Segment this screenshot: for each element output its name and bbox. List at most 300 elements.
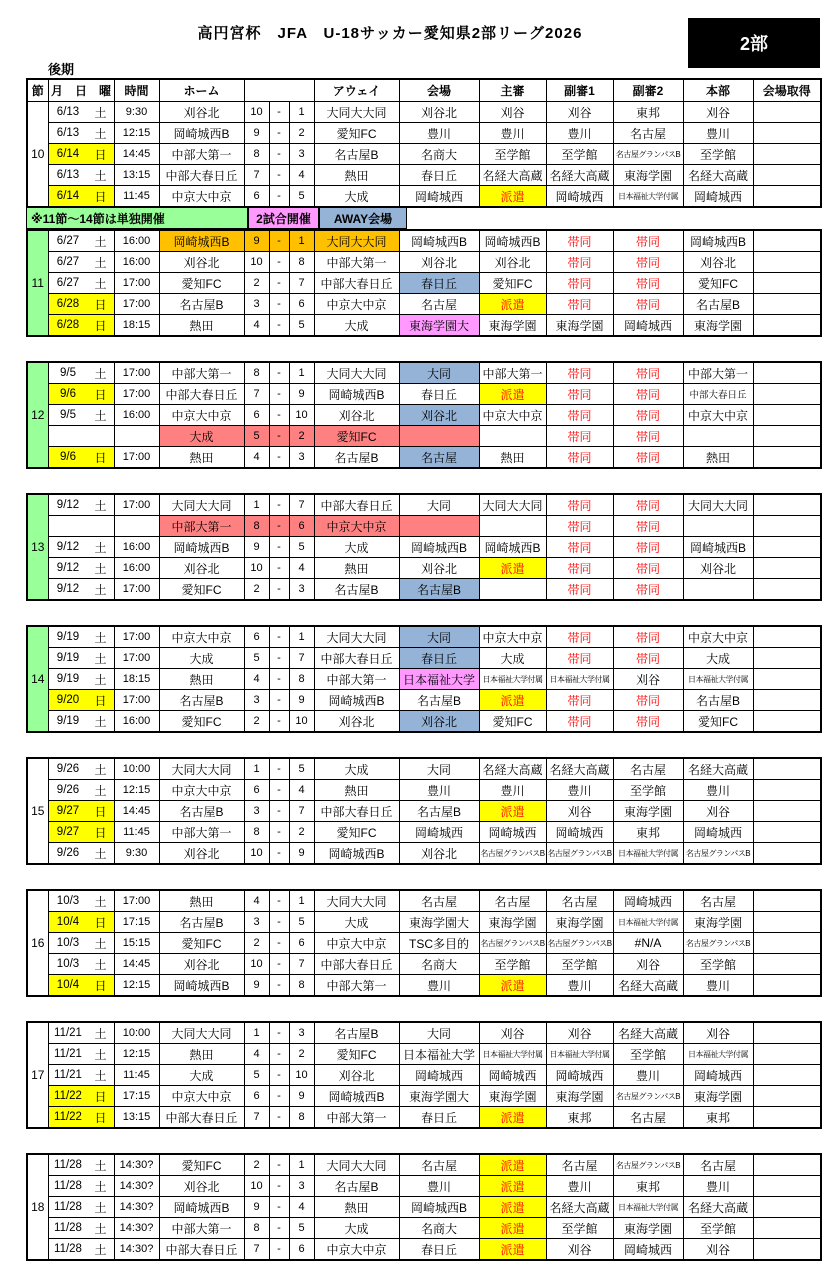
cell-assistant-referee-2: 帯同 — [613, 537, 683, 558]
cell-assistant-referee-2: 東邦 — [613, 1176, 683, 1197]
cell-venue: 名古屋 — [399, 1154, 479, 1176]
cell-home-team: 中京大中京 — [159, 186, 244, 208]
cell-home-number: 5 — [244, 426, 269, 447]
cell-home-number: 8 — [244, 1218, 269, 1239]
cell-time: 17:00 — [114, 579, 159, 601]
cell-venue: 大同 — [399, 626, 479, 648]
cell-referee: 豊川 — [479, 123, 546, 144]
cell-assistant-referee-1: 刈谷 — [546, 801, 613, 822]
cell-assistant-referee-2: 岡崎城西 — [613, 315, 683, 337]
cell-away-number: 8 — [289, 975, 314, 997]
cell-date — [48, 123, 114, 144]
cell-away-team: 大成 — [314, 315, 399, 337]
cell-home-team: 大成 — [159, 426, 244, 447]
cell-time: 17:00 — [114, 384, 159, 405]
cell-venue: 豊川 — [399, 975, 479, 997]
cell-headquarters: 名古屋グランパスB — [683, 843, 753, 865]
cell-assistant-referee-1: 帯同 — [546, 252, 613, 273]
cell-assistant-referee-1: 帯同 — [546, 230, 613, 252]
column-header-away: アウェイ — [314, 79, 399, 102]
cell-time: 16:00 — [114, 711, 159, 733]
cell-venue-acquisition — [753, 405, 821, 426]
cell-home-number: 2 — [244, 579, 269, 601]
date-text: 10/4 — [56, 916, 80, 928]
cell-away-team: 名古屋B — [314, 579, 399, 601]
cell-away-number: 9 — [289, 843, 314, 865]
cell-assistant-referee-1: 岡崎城西 — [546, 186, 613, 208]
date-text: 9/12 — [56, 499, 80, 511]
cell-headquarters: 東海学園 — [683, 1086, 753, 1107]
cell-headquarters: 名経大高蔵 — [683, 1197, 753, 1218]
cell-venue-acquisition — [753, 1218, 821, 1239]
cell-away-team: 中部大第一 — [314, 1107, 399, 1129]
cell-assistant-referee-1: 帯同 — [546, 690, 613, 711]
date-text: 11/28 — [54, 1222, 82, 1234]
cell-headquarters: 名古屋グランパスB — [683, 933, 753, 954]
cell-assistant-referee-2: 帯同 — [613, 405, 683, 426]
cell-time: 18:15 — [114, 669, 159, 690]
cell-time: 12:15 — [114, 1044, 159, 1065]
date-text: 9/26 — [56, 784, 80, 796]
cell-venue-acquisition — [753, 558, 821, 579]
cell-venue: 日本福祉大学 — [399, 1044, 479, 1065]
cell-date — [48, 648, 114, 669]
cell-home-number: 6 — [244, 186, 269, 208]
weekday-text: 日 — [94, 450, 107, 465]
cell-venue: 春日丘 — [399, 1107, 479, 1129]
cell-venue: 東海学園大 — [399, 315, 479, 337]
cell-assistant-referee-2: 名古屋 — [613, 1107, 683, 1129]
cell-headquarters: 東邦 — [683, 1107, 753, 1129]
cell-away-team: 刈谷北 — [314, 711, 399, 733]
cell-venue-acquisition — [753, 230, 821, 252]
match-row — [27, 801, 821, 822]
cell-home-team: 中部大春日丘 — [159, 1239, 244, 1261]
round-number-cell: 16 — [27, 890, 48, 996]
cell-assistant-referee-2: 豊川 — [613, 1065, 683, 1086]
cell-venue-acquisition — [753, 1154, 821, 1176]
cell-date — [48, 843, 114, 865]
cell-time: 14:45 — [114, 801, 159, 822]
cell-away-number: 2 — [289, 426, 314, 447]
cell-referee: 派遣 — [479, 1218, 546, 1239]
cell-away-team: 中部大第一 — [314, 669, 399, 690]
column-header-venue-acquisition: 会場取得 — [753, 79, 821, 102]
cell-away-number: 4 — [289, 558, 314, 579]
cell-venue: 岡崎城西 — [399, 1065, 479, 1086]
legend-item: ※11節～14節は単独開催 — [26, 208, 248, 229]
cell-referee: 名経大高蔵 — [479, 758, 546, 780]
cell-referee — [479, 426, 546, 447]
weekday-text: 土 — [94, 783, 107, 798]
cell-date — [48, 711, 114, 733]
cell-time: 17:00 — [114, 362, 159, 384]
date-text: 10/3 — [56, 937, 80, 949]
cell-assistant-referee-2: 帯同 — [613, 711, 683, 733]
cell-venue: 刈谷北 — [399, 843, 479, 865]
cell-headquarters: 名経大高蔵 — [683, 165, 753, 186]
cell-time: 17:00 — [114, 447, 159, 469]
cell-assistant-referee-1: 至学館 — [546, 954, 613, 975]
cell-score-separator: - — [269, 912, 289, 933]
cell-time: 16:00 — [114, 252, 159, 273]
cell-home-team: 愛知FC — [159, 933, 244, 954]
cell-referee: 派遣 — [479, 1176, 546, 1197]
cell-headquarters: 東海学園 — [683, 912, 753, 933]
cell-headquarters: 至学館 — [683, 144, 753, 165]
cell-home-number: 8 — [244, 516, 269, 537]
cell-score-separator: - — [269, 294, 289, 315]
cell-assistant-referee-1: 豊川 — [546, 1176, 613, 1197]
cell-referee: 日本福祉大学付属 — [479, 1044, 546, 1065]
cell-date — [48, 558, 114, 579]
weekday-text: 土 — [94, 1047, 107, 1062]
round-number-cell: 13 — [27, 494, 48, 600]
cell-home-number: 6 — [244, 780, 269, 801]
cell-referee: 刈谷 — [479, 1022, 546, 1044]
cell-venue-acquisition — [753, 758, 821, 780]
schedule-table-round-18 — [26, 1153, 822, 1261]
cell-assistant-referee-1: 東海学園 — [546, 1086, 613, 1107]
cell-score-separator: - — [269, 1086, 289, 1107]
cell-assistant-referee-2: 岡崎城西 — [613, 890, 683, 912]
cell-score-separator: - — [269, 843, 289, 865]
cell-away-number: 1 — [289, 362, 314, 384]
cell-home-number: 9 — [244, 123, 269, 144]
cell-venue: 名商大 — [399, 144, 479, 165]
cell-time: 14:30? — [114, 1176, 159, 1197]
cell-date — [48, 426, 114, 447]
cell-assistant-referee-2: 東海学園 — [613, 165, 683, 186]
weekday-text: 土 — [94, 1221, 107, 1236]
match-row — [27, 123, 821, 144]
cell-home-number: 6 — [244, 1086, 269, 1107]
cell-assistant-referee-1: 岡崎城西 — [546, 1065, 613, 1086]
cell-time: 17:00 — [114, 294, 159, 315]
cell-venue-acquisition — [753, 165, 821, 186]
cell-referee — [479, 516, 546, 537]
weekday-text: 日 — [94, 189, 107, 204]
cell-away-number: 6 — [289, 933, 314, 954]
cell-assistant-referee-2: 東海学園 — [613, 1218, 683, 1239]
cell-score-separator: - — [269, 405, 289, 426]
match-row — [27, 579, 821, 601]
cell-away-number: 10 — [289, 405, 314, 426]
cell-home-number: 6 — [244, 405, 269, 426]
cell-referee: 派遣 — [479, 1239, 546, 1261]
cell-home-team: 大成 — [159, 1065, 244, 1086]
cell-venue-acquisition — [753, 822, 821, 843]
cell-time: 13:15 — [114, 1107, 159, 1129]
cell-score-separator: - — [269, 494, 289, 516]
division-badge: 2部 — [688, 18, 820, 68]
cell-assistant-referee-2: 帯同 — [613, 579, 683, 601]
date-text: 11/28 — [54, 1180, 82, 1192]
cell-date — [48, 230, 114, 252]
cell-headquarters: 豊川 — [683, 780, 753, 801]
round-number-cell: 11 — [27, 230, 48, 336]
cell-assistant-referee-1: 日本福祉大学付属 — [546, 1044, 613, 1065]
cell-assistant-referee-1: 帯同 — [546, 558, 613, 579]
cell-headquarters: 日本福祉大学付属 — [683, 669, 753, 690]
cell-away-number: 7 — [289, 801, 314, 822]
cell-away-team: 大同大大同 — [314, 362, 399, 384]
cell-assistant-referee-1: 帯同 — [546, 516, 613, 537]
cell-home-number: 9 — [244, 537, 269, 558]
cell-time: 17:00 — [114, 890, 159, 912]
weekday-text: 土 — [94, 714, 107, 729]
cell-venue-acquisition — [753, 186, 821, 208]
legend-item: 2試合開催 — [248, 208, 319, 229]
date-text: 9/27 — [56, 805, 80, 817]
cell-away-number: 7 — [289, 648, 314, 669]
date-text: 11/21 — [54, 1048, 82, 1060]
cell-away-team: 刈谷北 — [314, 1065, 399, 1086]
cell-home-number: 4 — [244, 890, 269, 912]
weekday-text: 土 — [94, 846, 107, 861]
cell-home-number: 8 — [244, 362, 269, 384]
cell-home-number: 5 — [244, 648, 269, 669]
cell-home-number: 1 — [244, 758, 269, 780]
weekday-text: 日 — [94, 693, 107, 708]
cell-venue: 岡崎城西 — [399, 822, 479, 843]
cell-time — [114, 516, 159, 537]
cell-home-team: 名古屋B — [159, 690, 244, 711]
cell-away-number: 10 — [289, 711, 314, 733]
cell-venue — [399, 516, 479, 537]
match-row — [27, 975, 821, 997]
cell-home-number: 7 — [244, 1107, 269, 1129]
cell-score-separator: - — [269, 273, 289, 294]
cell-assistant-referee-2: 帯同 — [613, 648, 683, 669]
cell-assistant-referee-2: 帯同 — [613, 273, 683, 294]
cell-away-team: 大同大大同 — [314, 890, 399, 912]
cell-score-separator: - — [269, 516, 289, 537]
cell-headquarters: 至学館 — [683, 954, 753, 975]
cell-score-separator: - — [269, 144, 289, 165]
cell-away-number: 4 — [289, 165, 314, 186]
weekday-text: 土 — [94, 957, 107, 972]
cell-venue-acquisition — [753, 1044, 821, 1065]
cell-home-number: 10 — [244, 558, 269, 579]
column-header-referee: 主審 — [479, 79, 546, 102]
schedule-table-round-16 — [26, 889, 822, 997]
cell-headquarters: 岡崎城西 — [683, 186, 753, 208]
column-header-venue: 会場 — [399, 79, 479, 102]
cell-referee: 名古屋グランパスB — [479, 843, 546, 865]
cell-away-team: 岡崎城西B — [314, 690, 399, 711]
cell-referee: 大同大大同 — [479, 494, 546, 516]
cell-home-team: 中京大中京 — [159, 780, 244, 801]
cell-away-team: 岡崎城西B — [314, 384, 399, 405]
cell-venue: 豊川 — [399, 1176, 479, 1197]
weekday-text: 日 — [94, 387, 107, 402]
weekday-text: 土 — [94, 408, 107, 423]
cell-home-team: 刈谷北 — [159, 252, 244, 273]
cell-away-number: 2 — [289, 822, 314, 843]
weekday-text: 土 — [94, 366, 107, 381]
cell-assistant-referee-1: 帯同 — [546, 447, 613, 469]
cell-date — [48, 1218, 114, 1239]
cell-away-number: 3 — [289, 144, 314, 165]
cell-away-number: 5 — [289, 758, 314, 780]
cell-score-separator: - — [269, 690, 289, 711]
cell-headquarters: 岡崎城西 — [683, 822, 753, 843]
weekday-text: 土 — [94, 1179, 107, 1194]
cell-date — [48, 780, 114, 801]
cell-venue: 刈谷北 — [399, 102, 479, 123]
cell-headquarters: 愛知FC — [683, 273, 753, 294]
match-row — [27, 165, 821, 186]
cell-away-team: 中部大第一 — [314, 252, 399, 273]
date-text: 6/27 — [56, 235, 80, 247]
header-row — [27, 79, 821, 102]
cell-away-team: 岡崎城西B — [314, 1086, 399, 1107]
cell-away-team: 中部大第一 — [314, 975, 399, 997]
date-text: 10/3 — [56, 958, 80, 970]
match-row — [27, 1022, 821, 1044]
cell-score-separator: - — [269, 933, 289, 954]
date-text: 6/14 — [56, 148, 80, 160]
cell-assistant-referee-1: 岡崎城西 — [546, 822, 613, 843]
cell-headquarters: 岡崎城西B — [683, 537, 753, 558]
round-number-cell: 12 — [27, 362, 48, 468]
schedule-table-round-15 — [26, 757, 822, 865]
cell-score-separator: - — [269, 626, 289, 648]
cell-venue-acquisition — [753, 1197, 821, 1218]
weekday-text: 日 — [94, 804, 107, 819]
cell-venue-acquisition — [753, 537, 821, 558]
cell-assistant-referee-1: 帯同 — [546, 294, 613, 315]
date-text: 6/28 — [56, 298, 80, 310]
column-header-time: 時間 — [114, 79, 159, 102]
round-number-cell: 15 — [27, 758, 48, 864]
cell-assistant-referee-2: 帯同 — [613, 362, 683, 384]
cell-venue-acquisition — [753, 294, 821, 315]
cell-home-team: 岡崎城西B — [159, 123, 244, 144]
cell-headquarters: 中部大第一 — [683, 362, 753, 384]
cell-venue — [399, 426, 479, 447]
cell-headquarters: 名古屋B — [683, 690, 753, 711]
weekday-text: 土 — [94, 1026, 107, 1041]
cell-home-number: 7 — [244, 165, 269, 186]
cell-headquarters: 熱田 — [683, 447, 753, 469]
cell-venue: 名古屋 — [399, 294, 479, 315]
cell-date — [48, 273, 114, 294]
cell-venue: 春日丘 — [399, 384, 479, 405]
date-text: 9/19 — [56, 715, 80, 727]
cell-away-number: 1 — [289, 1154, 314, 1176]
cell-score-separator: - — [269, 558, 289, 579]
cell-away-number: 3 — [289, 579, 314, 601]
column-header-assistant-referee-2: 副審2 — [613, 79, 683, 102]
cell-home-number: 8 — [244, 144, 269, 165]
cell-venue: 刈谷北 — [399, 252, 479, 273]
cell-venue-acquisition — [753, 780, 821, 801]
cell-referee: 東海学園 — [479, 912, 546, 933]
cell-referee: 派遣 — [479, 801, 546, 822]
cell-referee: 東海学園 — [479, 315, 546, 337]
cell-venue: 春日丘 — [399, 165, 479, 186]
cell-assistant-referee-1: 豊川 — [546, 975, 613, 997]
cell-venue: 名古屋B — [399, 801, 479, 822]
match-row — [27, 537, 821, 558]
cell-headquarters: 岡崎城西 — [683, 1065, 753, 1086]
cell-venue: 岡崎城西B — [399, 537, 479, 558]
cell-score-separator: - — [269, 165, 289, 186]
cell-away-number: 4 — [289, 1197, 314, 1218]
cell-home-team: 刈谷北 — [159, 843, 244, 865]
column-header-assistant-referee-1: 副審1 — [546, 79, 613, 102]
cell-score-separator: - — [269, 801, 289, 822]
cell-away-number: 3 — [289, 447, 314, 469]
cell-venue-acquisition — [753, 890, 821, 912]
cell-date — [48, 1154, 114, 1176]
cell-venue: 東海学園大 — [399, 912, 479, 933]
cell-assistant-referee-2: 刈谷 — [613, 954, 683, 975]
cell-assistant-referee-2: 至学館 — [613, 780, 683, 801]
date-text: 10/4 — [56, 979, 80, 991]
cell-time: 12:15 — [114, 123, 159, 144]
cell-time: 17:00 — [114, 494, 159, 516]
cell-referee: 刈谷北 — [479, 252, 546, 273]
cell-venue: 名古屋 — [399, 890, 479, 912]
cell-away-team: 中京大中京 — [314, 516, 399, 537]
cell-away-team: 大同大大同 — [314, 102, 399, 123]
cell-home-team: 中京大中京 — [159, 626, 244, 648]
match-row — [27, 315, 821, 337]
cell-venue-acquisition — [753, 579, 821, 601]
cell-away-team: 中京大中京 — [314, 1239, 399, 1261]
cell-away-number: 7 — [289, 494, 314, 516]
cell-date — [48, 144, 114, 165]
cell-score-separator: - — [269, 648, 289, 669]
cell-assistant-referee-1: 東海学園 — [546, 315, 613, 337]
cell-home-team: 中部大春日丘 — [159, 1107, 244, 1129]
cell-score-separator: - — [269, 362, 289, 384]
cell-assistant-referee-1: 刈谷 — [546, 1239, 613, 1261]
cell-away-team: 中部大春日丘 — [314, 801, 399, 822]
match-row — [27, 102, 821, 123]
cell-venue: 大同 — [399, 758, 479, 780]
date-text: 6/27 — [56, 256, 80, 268]
cell-assistant-referee-1: 帯同 — [546, 273, 613, 294]
cell-venue-acquisition — [753, 801, 821, 822]
weekday-text: 土 — [94, 582, 107, 597]
cell-date — [48, 362, 114, 384]
cell-referee: 派遣 — [479, 384, 546, 405]
cell-headquarters — [683, 579, 753, 601]
cell-venue: 豊川 — [399, 123, 479, 144]
cell-away-number: 5 — [289, 186, 314, 208]
date-text: 10/3 — [56, 895, 80, 907]
cell-home-number: 10 — [244, 252, 269, 273]
match-row — [27, 626, 821, 648]
cell-assistant-referee-2: 岡崎城西 — [613, 1239, 683, 1261]
cell-date — [48, 494, 114, 516]
cell-score-separator: - — [269, 822, 289, 843]
cell-score-separator: - — [269, 890, 289, 912]
cell-time: 14:30? — [114, 1239, 159, 1261]
cell-away-team: 大同大大同 — [314, 230, 399, 252]
cell-assistant-referee-2: 名古屋グランパスB — [613, 1154, 683, 1176]
cell-venue: 春日丘 — [399, 273, 479, 294]
match-row — [27, 954, 821, 975]
cell-assistant-referee-1: 帯同 — [546, 711, 613, 733]
cell-headquarters: 岡崎城西B — [683, 230, 753, 252]
cell-home-number: 7 — [244, 1239, 269, 1261]
cell-date — [48, 447, 114, 469]
